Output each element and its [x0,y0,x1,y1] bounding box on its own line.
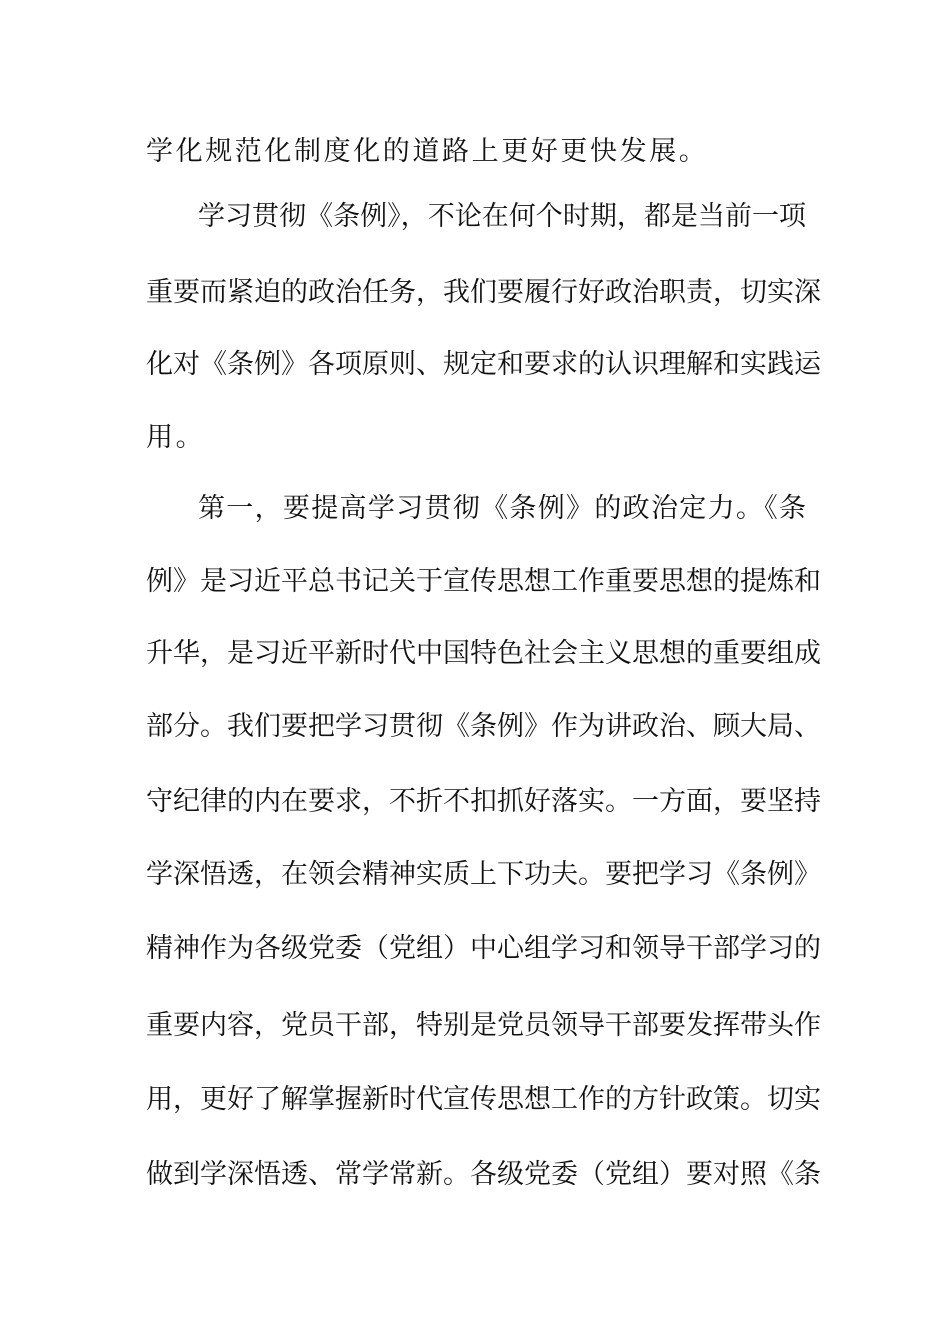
text-line: 重要而紧迫的政治任务，我们要履行好政治职责，切实深 [146,277,821,308]
text-line: 学化规范化制度化的道路上更好更快发展。 [146,136,709,167]
text-line: 做到学深悟透、常学常新。各级党委（党组）要对照《条 [146,1159,821,1190]
text-line: 用，更好了解掌握新时代宣传思想工作的方针政策。切实 [146,1084,821,1115]
text-line: 例》是习近平总书记关于宣传思想工作重要思想的提炼和 [146,566,821,597]
text-line: 化对《条例》各项原则、规定和要求的认识理解和实践运 [146,349,821,380]
text-line: 重要内容，党员干部，特别是党员领导干部要发挥带头作 [146,1010,821,1041]
text-line: 升华，是习近平新时代中国特色社会主义思想的重要组成 [146,638,821,669]
text-line: 学深悟透，在领会精神实质上下功夫。要把学习《条例》 [146,859,821,890]
text-line: 学习贯彻《条例》，不论在何个时期，都是当前一项 [198,201,806,232]
text-line: 第一，要提高学习贯彻《条例》的政治定力。《条 [198,493,806,524]
text-line: 精神作为各级党委（党组）中心组学习和领导干部学习的 [146,933,821,964]
text-line: 用。 [146,422,206,453]
text-line: 部分。我们要把学习贯彻《条例》作为讲政治、顾大局、 [146,711,821,742]
text-line: 守纪律的内在要求，不折不扣抓好落实。一方面，要坚持 [146,786,821,817]
